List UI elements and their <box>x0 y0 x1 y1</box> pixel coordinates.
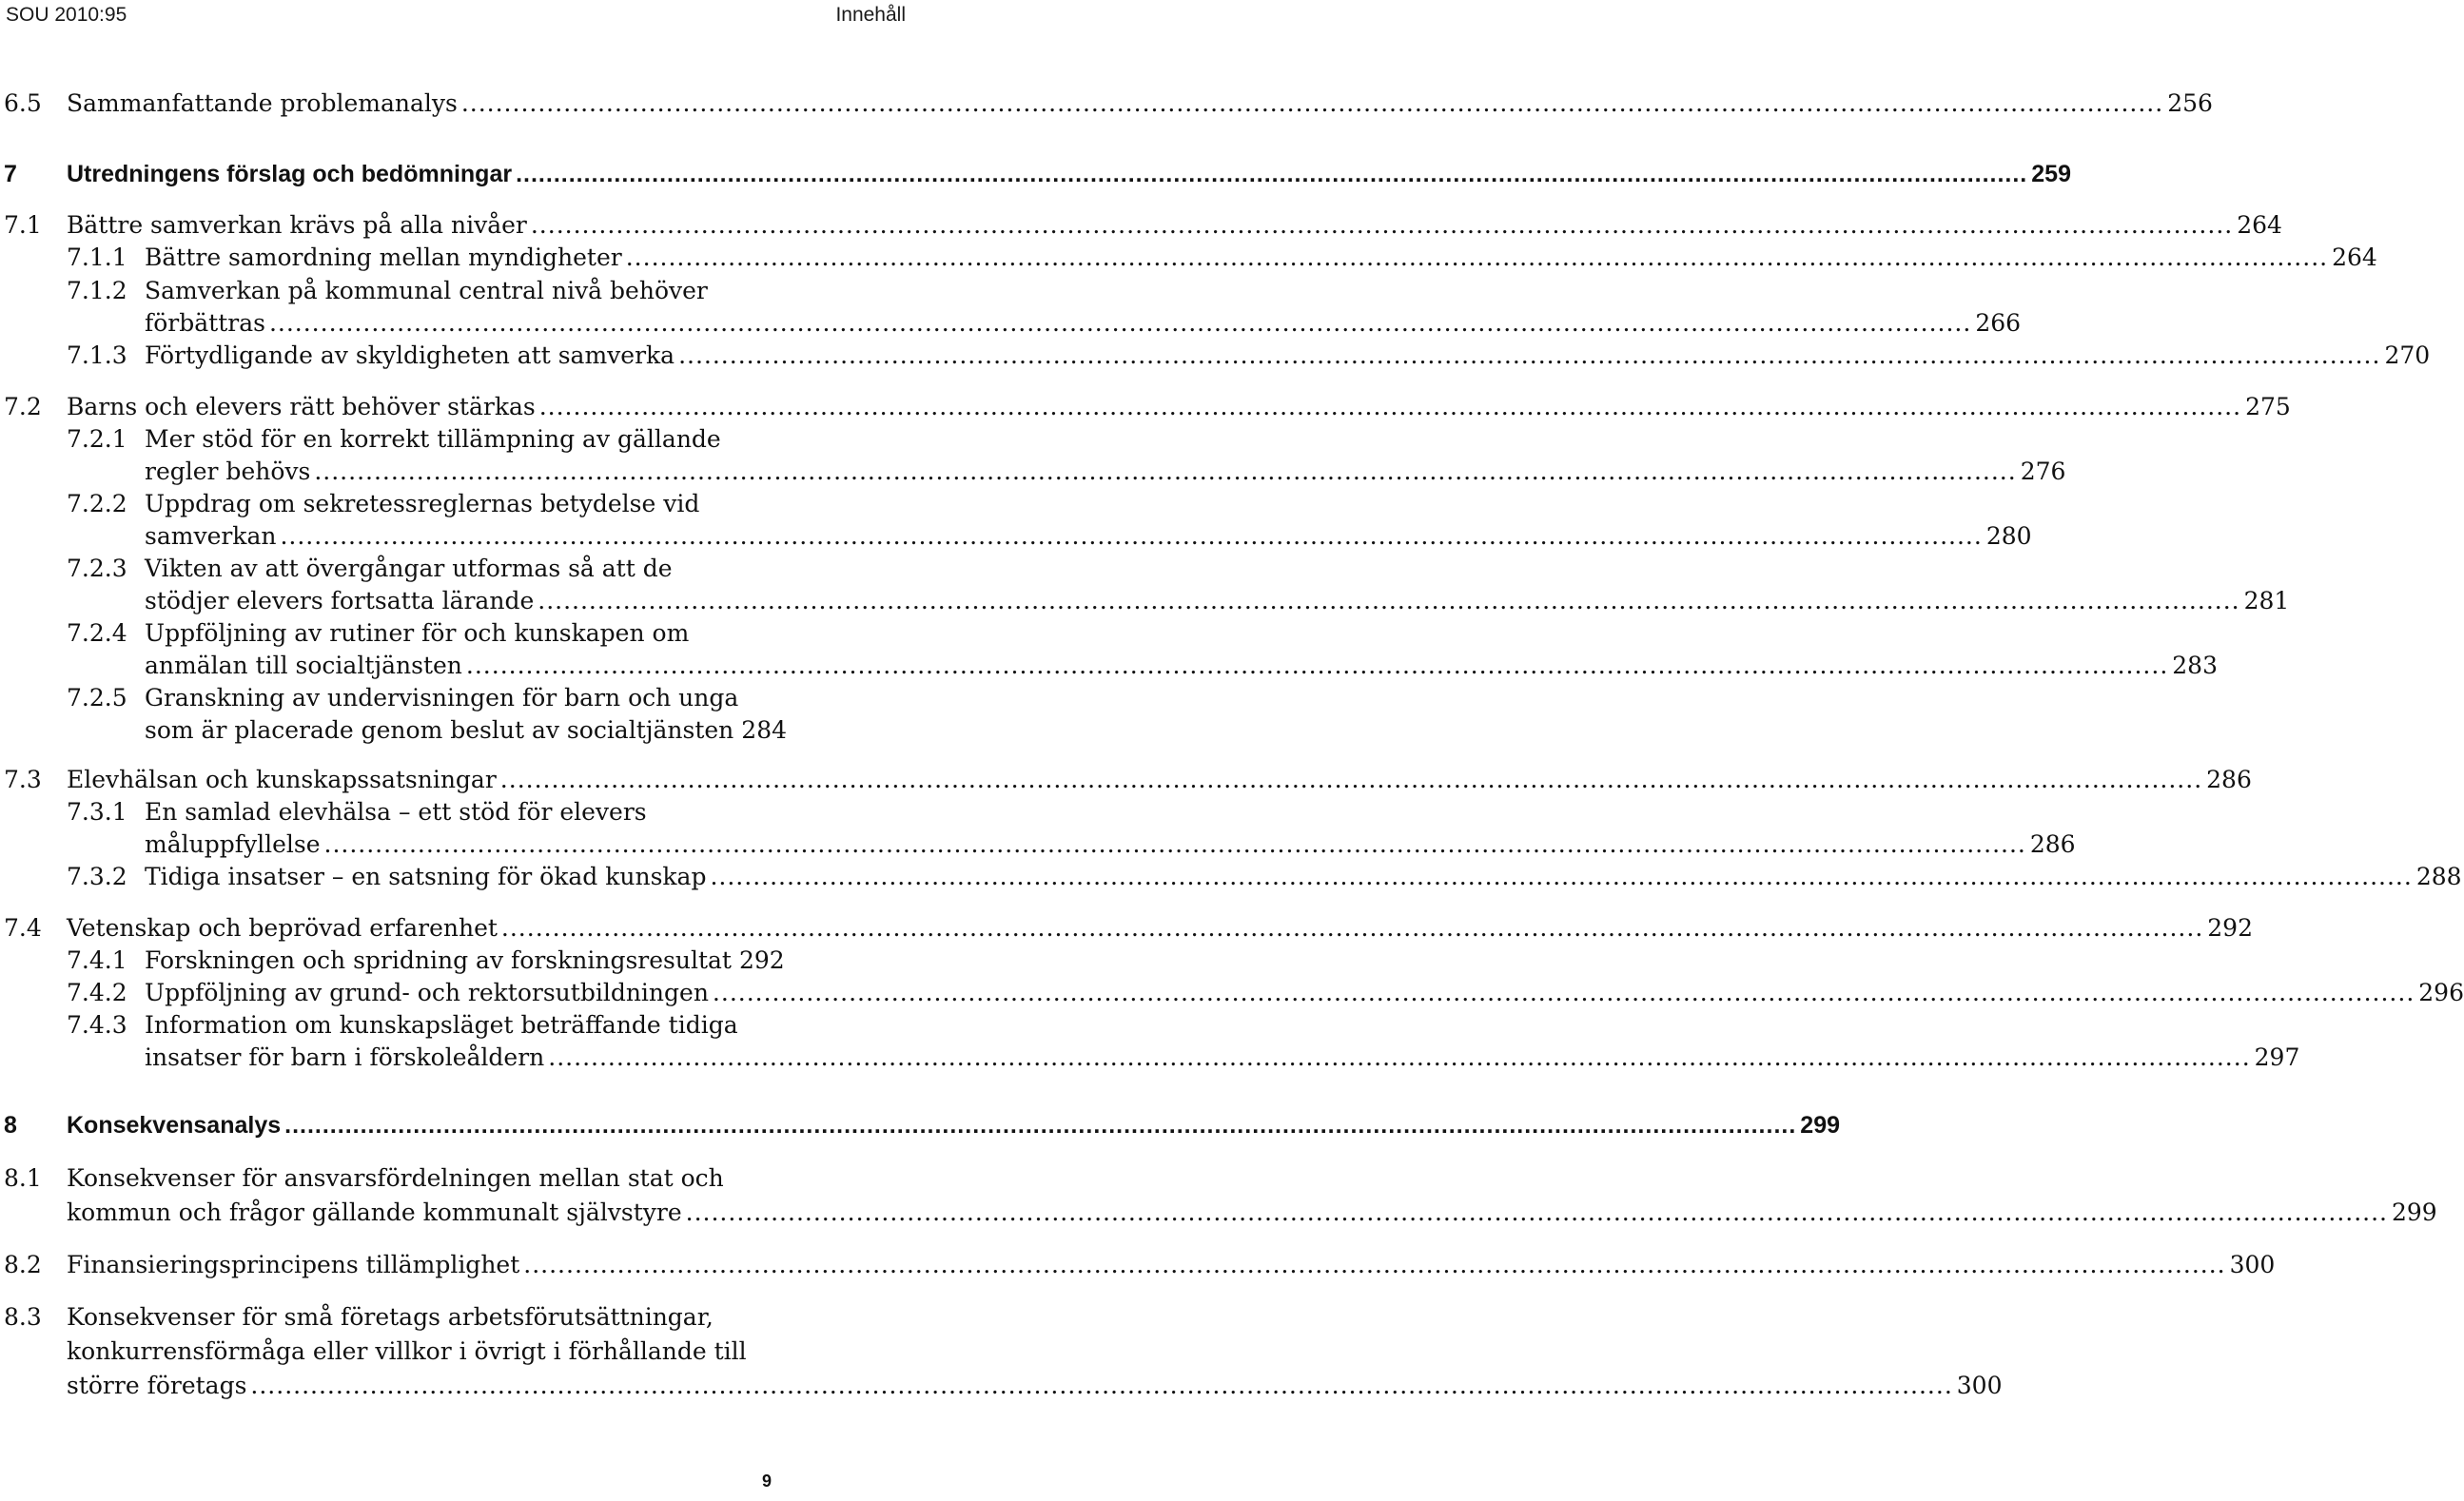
toc-entry-title: kommun och frågor gällande kommunalt självstyre <box>67 1199 682 1226</box>
toc-entry-page: 280 <box>1985 522 2032 550</box>
toc-entry-title: större företags <box>67 1372 247 1399</box>
dot-leader: ........................................................................................................................................................................................................ <box>280 522 1983 550</box>
toc-entry-title: Mer stöd för en korrekt tillämpning av gällande <box>145 425 721 453</box>
toc-entry-title: Finansieringsprincipens tillämplighet <box>67 1251 520 1278</box>
toc-entry-title: Konsekvensanalys <box>67 1112 282 1139</box>
toc-entry-7-2-5[interactable] <box>0 681 780 715</box>
dot-leader: ........................................................................................................................................................................................................ <box>530 211 2234 239</box>
page-number: 9 <box>762 1472 772 1491</box>
toc-entry-title: Bättre samverkan krävs på alla nivåer <box>67 211 527 239</box>
dot-leader: ........................................................................................................................................................................................................ <box>499 766 2203 793</box>
toc-entry-title: Elevhälsan och kunskapssatsningar <box>67 766 497 793</box>
toc-entry-title: Förtydligande av skyldigheten att samverka <box>145 341 675 369</box>
toc-entry-number: 7.2.5 <box>67 684 127 712</box>
toc-entry-page: 292 <box>2207 914 2253 942</box>
toc-entry-title: Tidiga insatser – en satsning för ökad kunskap <box>145 863 707 890</box>
toc-entry-7-3[interactable] <box>0 763 2252 797</box>
toc-entry-page: 284 <box>741 716 788 744</box>
toc-entry-number: 7.2.3 <box>67 555 127 582</box>
toc-entry-number: 7.1.2 <box>67 277 127 304</box>
running-header-right: Innehåll <box>835 4 906 26</box>
running-header-left: SOU 2010:95 <box>6 4 127 26</box>
toc-entry-8-3[interactable] <box>0 1300 780 1335</box>
toc-entry-number: 7.1.1 <box>67 244 127 271</box>
toc-entry-number: 7.1 <box>4 211 42 239</box>
toc-entry-title: Barns och elevers rätt behöver stärkas <box>67 393 536 420</box>
toc-entry-title: Uppföljning av grund- och rektorsutbildningen <box>145 979 709 1006</box>
toc-entry-7-2-4[interactable] <box>0 649 2218 683</box>
toc-entry-page: 281 <box>2243 587 2290 614</box>
dot-leader: ........................................................................................................................................................................................................ <box>268 309 1972 337</box>
dot-leader: ........................................................................................................................................................................................................ <box>460 89 2164 117</box>
toc-entry-7-4[interactable] <box>0 911 2253 945</box>
toc-entry-title: måluppfyllelse <box>145 830 321 858</box>
toc-entry-title: Forskningen och spridning av forskningsresultat <box>145 946 732 974</box>
toc-entry-page: 292 <box>738 946 785 974</box>
toc-entry-number: 6.5 <box>4 89 42 117</box>
toc-entry-8[interactable] <box>0 1108 1841 1142</box>
toc-entry-7-3-1[interactable] <box>0 795 780 829</box>
toc-entry-7-2-4[interactable] <box>0 616 780 651</box>
toc-entry-number: 7.2 <box>4 393 42 420</box>
toc-entry-title: En samlad elevhälsa – ett stöd för elevers <box>145 798 647 826</box>
toc-entry-title: stödjer elevers fortsatta lärande <box>145 587 535 614</box>
toc-entry-7-1-1[interactable] <box>0 241 2377 275</box>
dot-leader: ........................................................................................................................................................................................................ <box>516 161 2028 187</box>
toc-entry-page: 275 <box>2245 393 2291 420</box>
toc-entry-7-1-2[interactable] <box>0 306 2022 341</box>
toc-entry-title: Information om kunskapsläget beträffande tidiga <box>145 1011 738 1039</box>
toc-entry-page: 300 <box>1956 1372 2003 1399</box>
toc-entry-title: Uppdrag om sekretessreglernas betydelse vid <box>145 490 700 517</box>
dot-leader: ........................................................................................................................................................................................................ <box>523 1251 2226 1278</box>
toc-entry-number: 8 <box>4 1112 17 1139</box>
toc-entry-number: 8.3 <box>4 1303 42 1331</box>
toc-entry-number: 7.2.1 <box>67 425 127 453</box>
dot-leader: ........................................................................................................................................................................................................ <box>712 979 2415 1006</box>
toc-entry-page: 266 <box>1975 309 2022 337</box>
toc-entry-number: 7.4.1 <box>67 946 127 974</box>
toc-entry-number: 8.1 <box>4 1164 42 1192</box>
toc-entry-title: som är placerade genom beslut av socialtjänsten <box>145 716 734 744</box>
toc-entry-title: insatser för barn i förskoleåldern <box>145 1043 545 1071</box>
toc-entry-7-2-1[interactable] <box>0 455 2066 489</box>
dot-leader: ........................................................................................................................................................................................................ <box>625 244 2329 271</box>
toc-entry-page: 259 <box>2031 161 2071 187</box>
toc-entry-title: Konsekvenser för ansvarsfördelningen mellan stat och <box>67 1164 724 1192</box>
dot-leader: ........................................................................................................................................................................................................ <box>314 458 2017 485</box>
toc-entry-7-2-1[interactable] <box>0 422 780 457</box>
dot-leader: ........................................................................................................................................................................................................ <box>250 1372 1953 1399</box>
toc-entry-7-2[interactable] <box>0 390 2291 424</box>
toc-entry-title: Bättre samordning mellan myndigheter <box>145 244 622 271</box>
toc-entry-title: samverkan <box>145 522 277 550</box>
toc-entry-page: 299 <box>1800 1112 1841 1139</box>
toc-entry-7-2-3[interactable] <box>0 584 2290 618</box>
toc-entry-title: anmälan till socialtjänsten <box>145 652 462 679</box>
toc-entry-7-4-3[interactable] <box>0 1041 2300 1075</box>
toc-entry-title: Utredningens förslag och bedömningar <box>67 161 513 187</box>
toc-entry-7-4-3[interactable] <box>0 1008 780 1043</box>
toc-entry-number: 7.2.2 <box>67 490 127 517</box>
toc-entry-title: Uppföljning av rutiner för och kunskapen om <box>145 619 690 647</box>
toc-entry-number: 7.2.4 <box>67 619 127 647</box>
dot-leader: ........................................................................................................................................................................................................ <box>323 830 2026 858</box>
toc-entry-8-1[interactable] <box>0 1196 2437 1230</box>
toc-entry-number: 7.4.3 <box>67 1011 127 1039</box>
toc-entry-7-2-3[interactable] <box>0 552 780 586</box>
toc-entry-7-1-3[interactable] <box>0 339 2431 373</box>
toc-entry-7-2-2[interactable] <box>0 487 780 521</box>
toc-entry-page: 256 <box>2167 89 2213 117</box>
toc-entry-page: 297 <box>2254 1043 2300 1071</box>
toc-entry-title: konkurrensförmåga eller villkor i övrigt i förhållande till <box>67 1337 747 1365</box>
toc-entry-8-1[interactable] <box>0 1161 780 1196</box>
toc-entry-8-3[interactable] <box>0 1335 780 1369</box>
toc-entry-number: 7 <box>4 161 17 187</box>
dot-leader: ........................................................................................................................................................................................................ <box>465 652 2169 679</box>
toc-entry-8-2[interactable] <box>0 1248 2276 1282</box>
dot-leader: ........................................................................................................................................................................................................ <box>710 863 2413 890</box>
dot-leader: ........................................................................................................................................................................................................ <box>538 393 2242 420</box>
dot-leader: ........................................................................................................................................................................................................ <box>685 1199 2388 1226</box>
dot-leader: ........................................................................................................................................................................................................ <box>284 1112 1797 1139</box>
toc-entry-number: 7.3.1 <box>67 798 127 826</box>
toc-entry-number: 8.2 <box>4 1251 42 1278</box>
dot-leader: ........................................................................................................................................................................................................ <box>548 1043 2251 1071</box>
toc-entry-7-2-2[interactable] <box>0 519 2032 554</box>
toc-entry-number: 7.4.2 <box>67 979 127 1006</box>
toc-entry-page: 286 <box>2029 830 2076 858</box>
toc-entry-8-3[interactable] <box>0 1369 2003 1403</box>
toc-entry-7[interactable] <box>0 157 2071 191</box>
toc-entry-page: 288 <box>2415 863 2462 890</box>
toc-entry-page: 283 <box>2172 652 2218 679</box>
toc-entry-page: 286 <box>2206 766 2252 793</box>
toc-entry-page: 264 <box>2237 211 2282 239</box>
toc-entry-7-4-1[interactable] <box>0 944 785 978</box>
toc-entry-page: 299 <box>2392 1199 2437 1226</box>
toc-entry-title: Vetenskap och beprövad erfarenhet <box>67 914 498 942</box>
toc-entry-7-4-2[interactable] <box>0 976 2464 1010</box>
toc-entry-page: 300 <box>2229 1251 2276 1278</box>
toc-entry-6-5[interactable] <box>0 87 2213 121</box>
toc-entry-page: 296 <box>2418 979 2464 1006</box>
toc-entry-7-3-1[interactable] <box>0 828 2076 862</box>
toc-entry-title: regler behövs <box>145 458 311 485</box>
toc-entry-title: Granskning av undervisningen för barn och unga <box>145 684 739 712</box>
toc-entry-number: 7.3.2 <box>67 863 127 890</box>
toc-entry-number: 7.1.3 <box>67 341 127 369</box>
toc-entry-7-2-5[interactable] <box>0 713 788 748</box>
toc-entry-title: Vikten av att övergångar utformas så att de <box>145 555 673 582</box>
toc-entry-7-3-2[interactable] <box>0 860 2462 894</box>
dot-leader: ........................................................................................................................................................................................................ <box>538 587 2240 614</box>
toc-entry-7-1-2[interactable] <box>0 274 780 308</box>
toc-entry-number: 7.3 <box>4 766 42 793</box>
toc-entry-title: Konsekvenser för små företags arbetsförutsättningar, <box>67 1303 714 1331</box>
toc-entry-page: 270 <box>2384 341 2431 369</box>
toc-entry-page: 264 <box>2332 244 2377 271</box>
dot-leader: ........................................................................................................................................................................................................ <box>678 341 2381 369</box>
toc-entry-number: 7.4 <box>4 914 42 942</box>
dot-leader: ........................................................................................................................................................................................................ <box>500 914 2204 942</box>
toc-entry-page: 276 <box>2020 458 2066 485</box>
toc-entry-title: Sammanfattande problemanalys <box>67 89 458 117</box>
toc-entry-7-1[interactable] <box>0 208 2282 243</box>
toc-entry-title: Samverkan på kommunal central nivå behöver <box>145 277 708 304</box>
toc-entry-title: förbättras <box>145 309 265 337</box>
